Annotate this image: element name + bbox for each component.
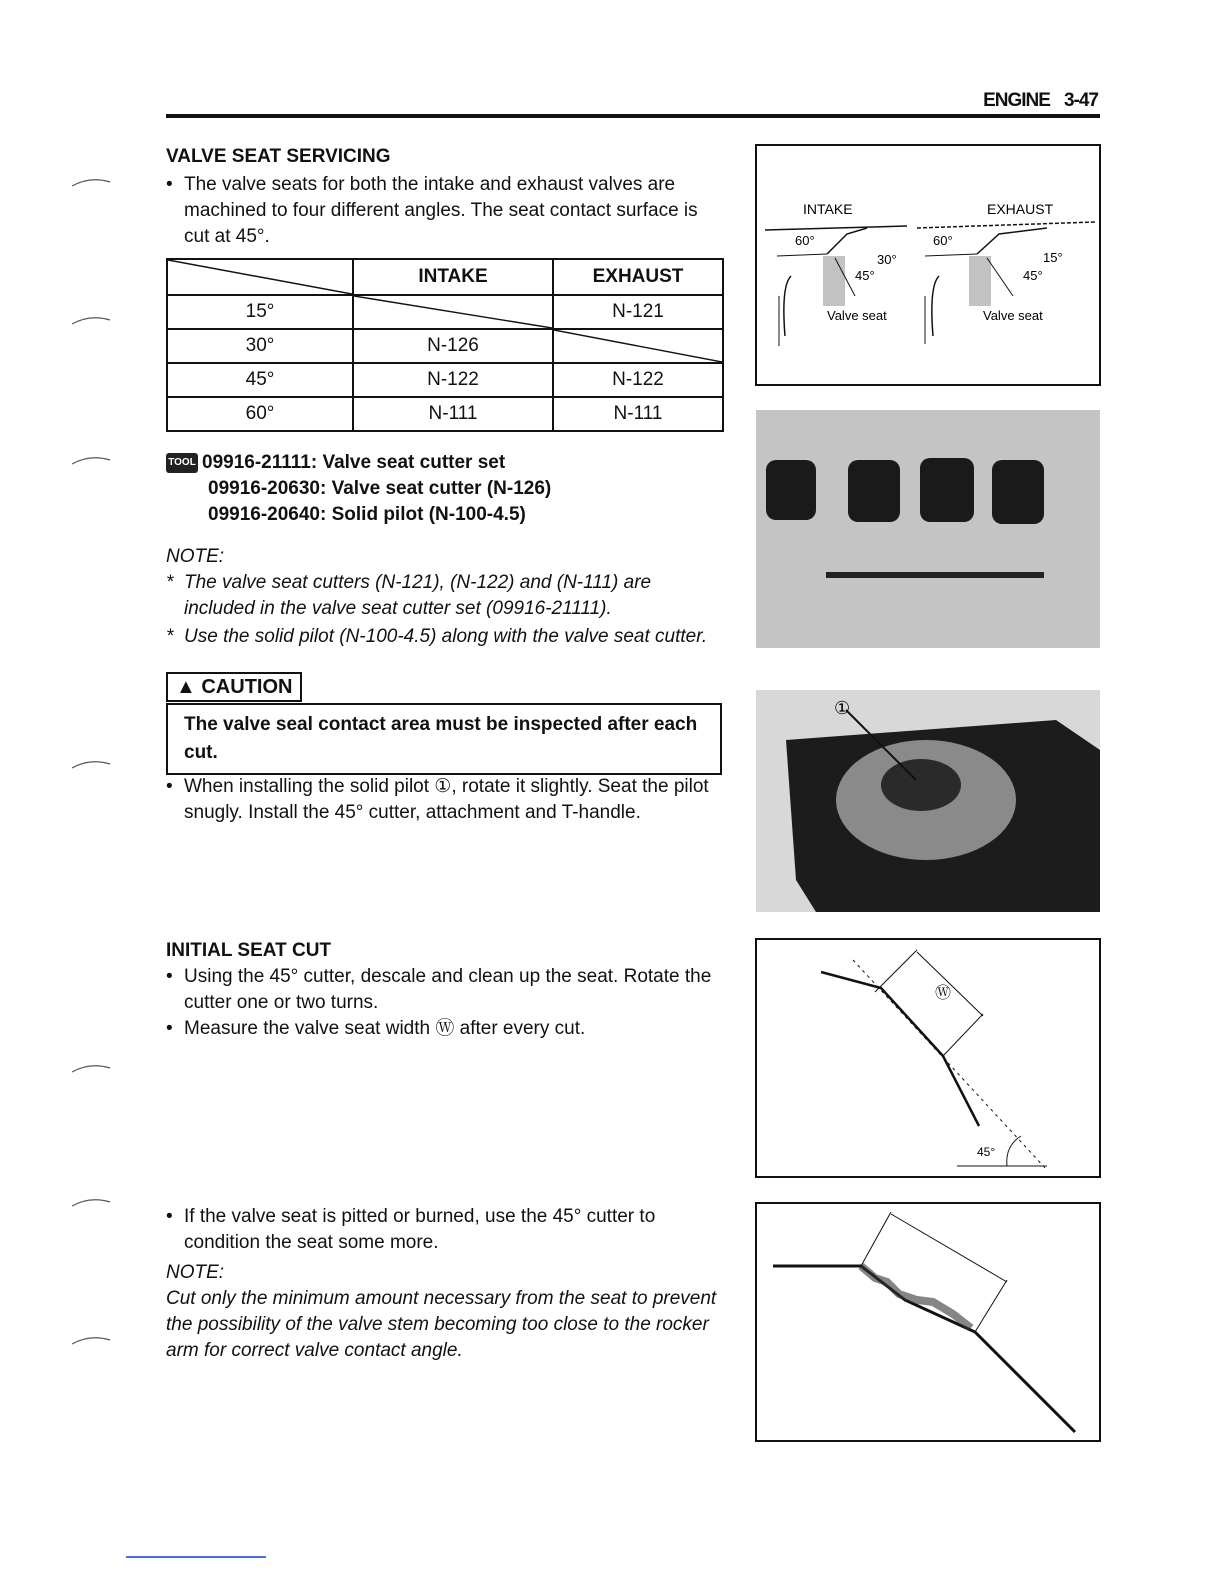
- pitted-seat-diagram: [755, 1202, 1101, 1442]
- pilot-callout: ①: [834, 698, 851, 718]
- note-label: NOTE:: [166, 1262, 225, 1283]
- tool-icon: TOOL: [166, 453, 198, 473]
- exhaust-angle-45: 45°: [1023, 268, 1043, 283]
- margin-mark: [70, 176, 116, 188]
- section-name: ENGINE: [983, 90, 1050, 111]
- margin-mark: [70, 758, 116, 770]
- cell-angle: 15°: [167, 295, 353, 329]
- caution-label: ▲ CAUTION: [166, 672, 302, 702]
- header-rule: [166, 114, 1100, 118]
- exhaust-angle-60: 60°: [933, 233, 953, 248]
- cylinder-head-photo: [756, 690, 1100, 912]
- cell-intake: N-126: [353, 329, 553, 363]
- intake-angle-60: 60°: [795, 233, 815, 248]
- table-row: [167, 295, 723, 329]
- seat-width-diagram: [755, 938, 1101, 1178]
- intake-seat-label: Valve seat: [827, 308, 887, 323]
- note-item: * Use the solid pilot (N-100-4.5) along with the valve seat cutter.: [166, 626, 708, 647]
- tool-line: 09916-20640: Solid pilot (N-100-4.5): [208, 504, 526, 525]
- initial-cut-title: INITIAL SEAT CUT: [166, 940, 332, 961]
- cell-angle: 60°: [167, 397, 353, 431]
- cell-intake-empty: [353, 295, 553, 329]
- pitted-bullet: • If the valve seat is pitted or burned, use the 45° cutter to condition the seat some more.: [166, 1204, 724, 1256]
- caution-box: The valve seal contact area must be inspected after each cut.: [166, 703, 722, 775]
- tool-line: 09916-20630: Valve seat cutter (N-126): [208, 478, 552, 499]
- width-callout: Ⓦ: [935, 985, 952, 1002]
- note-label: NOTE:: [166, 546, 225, 567]
- initial-cut-bullet: • Using the 45° cutter, descale and clean up the seat. Rotate the cutter one or two turns.: [166, 964, 724, 1016]
- cell-exhaust: N-121: [553, 295, 723, 329]
- table-row: [167, 363, 723, 397]
- angle-45-label: 45°: [977, 1145, 996, 1159]
- margin-mark: [70, 1196, 116, 1208]
- margin-mark: [70, 1334, 116, 1346]
- exhaust-angle-15: 15°: [1043, 250, 1063, 265]
- seat-angle-diagram: [755, 144, 1101, 386]
- cutter-table: [166, 258, 724, 432]
- initial-cut-bullet: • Measure the valve seat width Ⓦ after every cut.: [166, 1016, 724, 1042]
- page-header: [969, 90, 1098, 112]
- table-row: [167, 397, 723, 431]
- page-number: 3-47: [1063, 90, 1098, 111]
- section-title: VALVE SEAT SERVICING: [166, 146, 391, 167]
- intake-angle-30: 30°: [877, 252, 897, 267]
- special-tools: [166, 450, 551, 528]
- note-item: * The valve seat cutters (N-121), (N-122) and (N-111) are included in the valve seat cutter set (09916-21111).: [166, 572, 652, 619]
- table-header-intake: INTAKE: [353, 259, 553, 295]
- intake-angle-45: 45°: [855, 268, 875, 283]
- cell-intake: N-122: [353, 363, 553, 397]
- cell-exhaust-empty: [553, 329, 723, 363]
- pitted-note: Cut only the minimum amount necessary from the seat to prevent the possibility of the valve stem becoming too close to the rocker arm for correct valve contact angle.: [166, 1288, 717, 1361]
- table-corner-cell: [167, 259, 353, 295]
- cutters-photo: [756, 410, 1100, 648]
- exhaust-label: EXHAUST: [987, 201, 1054, 217]
- cell-exhaust: N-122: [553, 363, 723, 397]
- cell-intake: N-111: [353, 397, 553, 431]
- cell-angle: 45°: [167, 363, 353, 397]
- margin-mark: [70, 454, 116, 466]
- margin-mark: [70, 1062, 116, 1074]
- footer-link-line: [126, 1556, 266, 1558]
- cell-exhaust: N-111: [553, 397, 723, 431]
- exhaust-seat-label: Valve seat: [983, 308, 1043, 323]
- table-header-row: [167, 259, 723, 295]
- install-bullet: • When installing the solid pilot ①, rotate it slightly. Seat the pilot snugly. Install the 45° cutter, attachment and T-handle.: [166, 774, 724, 826]
- intro-bullet: • The valve seats for both the intake and exhaust valves are machined to four different angles. The seat contact surface is cut at 45°.: [166, 172, 724, 250]
- table-row: [167, 329, 723, 363]
- table-header-exhaust: EXHAUST: [553, 259, 723, 295]
- tool-line: 09916-21111: Valve seat cutter set: [202, 452, 506, 473]
- intake-label: INTAKE: [803, 201, 853, 217]
- margin-mark: [70, 314, 116, 326]
- cell-angle: 30°: [167, 329, 353, 363]
